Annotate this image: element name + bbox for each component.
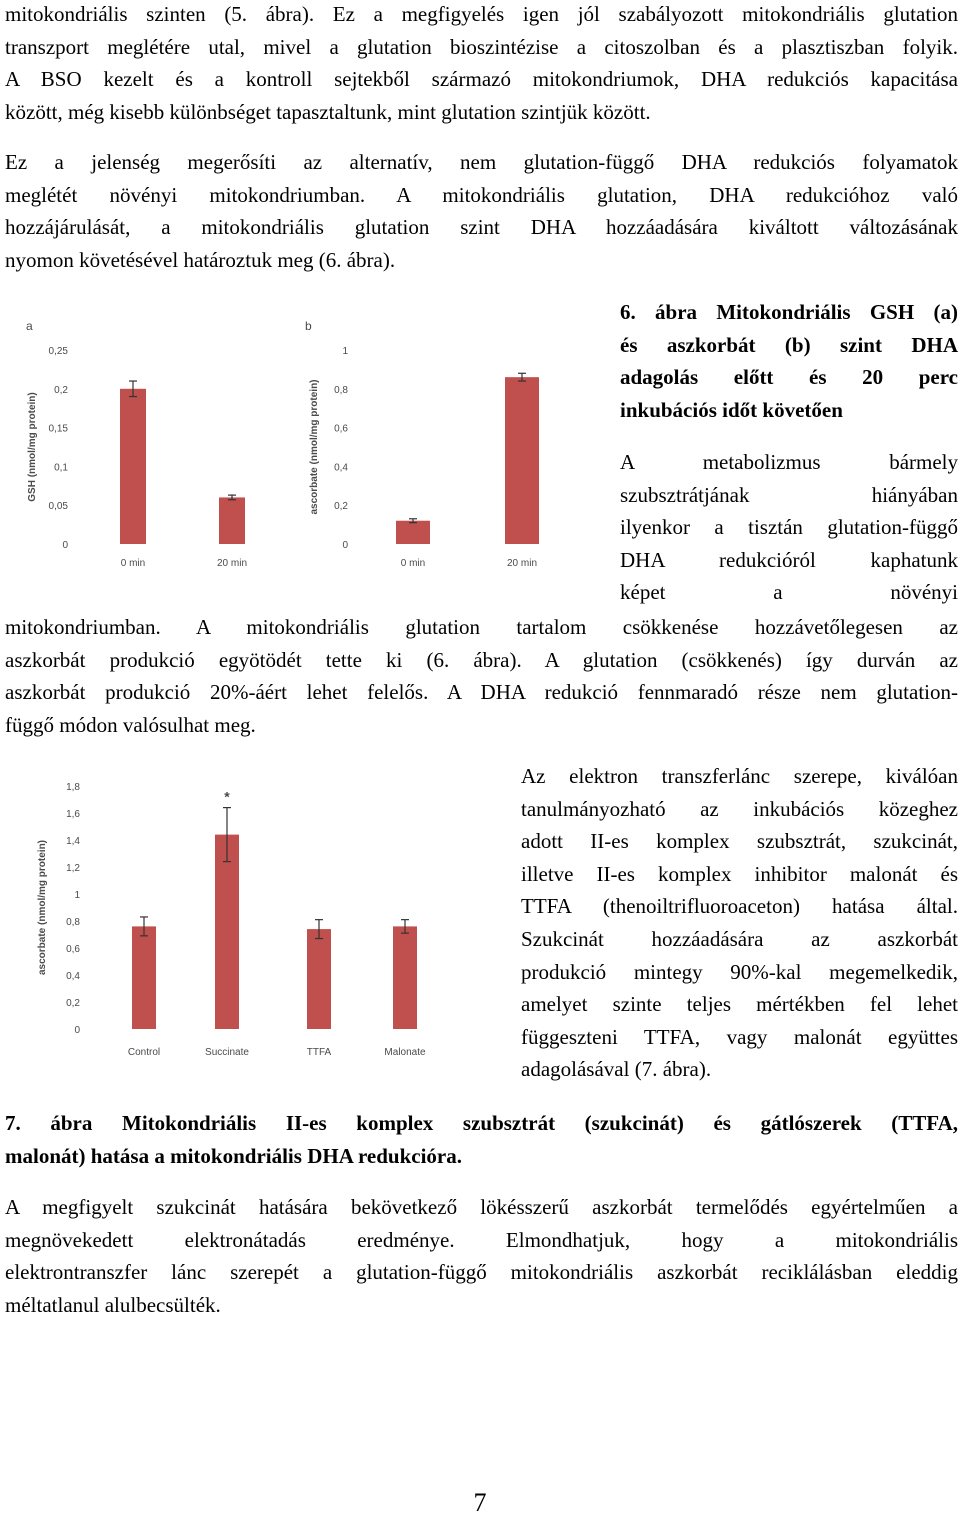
text-line: mitokondriális szinten (5. ábra). Ez a megfigyelés igen jól szabályozott mitokondriális glutation — [5, 2, 958, 26]
mid-paragraph — [5, 611, 958, 741]
text-line: függő módon valósulhat meg. — [5, 712, 256, 737]
bar-20-min — [219, 497, 245, 544]
caption-line: malonát) hatása a mitokondriális DHA redukcióra. — [5, 1143, 462, 1168]
x-tick-label: Control — [127, 1047, 161, 1058]
y-tick-label: 1,8 — [66, 782, 80, 793]
text-line: meglétét növényi mitokondriumban. A mitokondriális glutation, DHA redukcióhoz való — [5, 182, 958, 207]
text-line: elektrontranszfer lánc szerepét a glutation-függő mitokondriális aszkorbát reciklálásban eleddig — [5, 1260, 958, 1285]
x-tick-label: 20 min — [216, 558, 248, 569]
caption-line: 7. ábra Mitokondriális II-es komplex szubsztrát (szukcinát) és gátlószerek (TTFA, — [5, 1111, 958, 1135]
text-line: A megfigyelt szukcinát hatására bekövetkező lökésszerű aszkorbát termelődés egyértelműen a — [5, 1195, 958, 1219]
text-line: illetve II-es komplex inhibitor malonát és — [521, 861, 958, 886]
y-axis-label: GSH (nmol/mg protein) — [27, 392, 38, 502]
panel-label: a — [26, 319, 33, 333]
bar-0-min — [396, 521, 430, 544]
top-paragraph-1 — [5, 0, 958, 128]
x-tick-label: Succinate — [205, 1047, 249, 1058]
text-line: adagolásával (7. ábra). — [521, 1057, 712, 1082]
text-line: megnövekedett elektronátadás eredménye. Elmondhatjuk, hogy a mitokondriális — [5, 1227, 958, 1252]
y-tick-label: 0,8 — [66, 917, 80, 928]
y-tick-label: 0 — [74, 1025, 80, 1036]
text-line: nyomon követésével határoztuk meg (6. ábra). — [5, 247, 396, 272]
x-tick-label: 20 min — [506, 558, 538, 569]
figure6-chart-a — [20, 316, 310, 576]
text-line: méltatlanul alulbecsülték. — [5, 1292, 221, 1317]
text-line: képet a növényi — [620, 580, 958, 605]
y-tick-label: 1,6 — [66, 809, 80, 820]
y-tick-label: 0,2 — [54, 384, 68, 396]
text-line: A metabolizmus bármely — [620, 450, 958, 474]
text-line: ilyenkor a tisztán glutation-függő — [620, 515, 958, 540]
text-line: tanulmányozható az inkubációs közeghez — [521, 796, 958, 821]
y-tick-label: 0,6 — [66, 944, 80, 955]
figure7-caption — [5, 1107, 958, 1172]
bar-0-min — [120, 389, 146, 544]
y-tick-label: 0,6 — [334, 423, 348, 435]
y-tick-label: 0,15 — [48, 423, 68, 435]
x-tick-label: 0 min — [400, 558, 426, 569]
y-tick-label: 0,2 — [334, 501, 348, 513]
y-tick-label: 0,4 — [66, 971, 80, 982]
text-line: között, még kisebb különbséget tapasztaltunk, mint glutation szintjük között. — [5, 99, 651, 124]
bar-ttfa — [307, 929, 331, 1029]
y-tick-label: 0,25 — [48, 346, 68, 357]
caption-line: inkubációs időt követően — [620, 397, 843, 422]
y-tick-label: 1,2 — [66, 863, 80, 874]
text-line: Az elektron transzferlánc szerepe, kiválóan — [521, 764, 958, 788]
y-axis-label: ascorbate (nmol/mg protein) — [37, 839, 48, 976]
text-line: amelyet szinte teljes mértékben fel lehet — [521, 992, 958, 1017]
x-tick-label: TTFA — [306, 1047, 332, 1058]
y-tick-label: 0,1 — [54, 462, 68, 474]
bar-control — [132, 926, 156, 1029]
text-line: aszkorbát produkció egyötödét tette ki (6. ábra). A glutation (csökkenés) így durván az — [5, 647, 958, 672]
bottom-paragraph — [5, 1191, 958, 1321]
y-tick-label: 0,8 — [334, 384, 348, 396]
text-line: adott II-es komplex szubsztrát, szukcinát, — [521, 829, 958, 854]
text-line: Szukcinát hozzáadására az aszkorbát — [521, 926, 958, 951]
bar-succinate — [215, 835, 239, 1029]
panel-label: b — [305, 319, 312, 333]
text-line: TTFA (thenoiltrifluoroaceton) hatása által. — [521, 894, 958, 919]
figure7-side-text — [521, 760, 958, 1086]
figure6-caption — [620, 296, 958, 426]
figure7-chart — [28, 770, 468, 1070]
y-axis-label: ascorbate (nmol/mg protein) — [309, 379, 320, 515]
text-line: DHA redukcióról kaphatunk — [620, 547, 958, 572]
text-line: A BSO kezelt és a kontroll sejtekből származó mitokondriumok, DHA redukciós kapacitása — [5, 67, 958, 92]
x-tick-label: 0 min — [120, 558, 146, 569]
y-tick-label: 0 — [62, 540, 68, 551]
top-paragraph-2 — [5, 146, 958, 276]
text-line: mitokondriumban. A mitokondriális glutation tartalom csökkenése hozzávetőlegesen az — [5, 615, 958, 639]
text-line: Ez a jelenség megerősíti az alternatív, nem glutation-függő DHA redukciós folyamatok — [5, 150, 958, 174]
caption-line: és aszkorbát (b) szint DHA — [620, 332, 958, 357]
y-tick-label: 1 — [74, 890, 80, 901]
figure6-side-text — [620, 446, 958, 609]
y-tick-label: 0,05 — [48, 501, 68, 513]
caption-line: 6. ábra Mitokondriális GSH (a) — [620, 300, 958, 324]
caption-line: adagolás előtt és 20 perc — [620, 365, 958, 390]
y-tick-label: 0,4 — [334, 462, 348, 474]
text-line: hozzájárulását, a mitokondriális glutation szint DHA hozzáadására kiváltott változásának — [5, 215, 958, 240]
x-tick-label: Malonate — [384, 1047, 426, 1058]
figure6-chart-b — [300, 316, 590, 576]
text-line: transzport meglétére utal, mivel a glutation bioszintézise a citoszolban és a plasztiszban folyik. — [5, 34, 958, 59]
text-line: aszkorbát produkció 20%-áért lehet felelős. A DHA redukció fennmaradó része nem glutation- — [5, 680, 958, 705]
y-tick-label: 0 — [342, 540, 348, 551]
bar-malonate — [393, 926, 417, 1029]
text-line: produkció mintegy 90%-kal megemelkedik, — [521, 959, 958, 984]
y-tick-label: 0,2 — [66, 998, 80, 1009]
significance-marker: * — [224, 788, 230, 805]
y-tick-label: 1,4 — [66, 836, 80, 847]
y-tick-label: 1 — [342, 346, 348, 357]
page-number: 7 — [473, 1488, 487, 1517]
text-line: szubsztrátjának hiányában — [620, 482, 958, 507]
bar-20-min — [505, 377, 539, 544]
text-line: függeszteni TTFA, vagy malonát együttes — [521, 1024, 958, 1049]
